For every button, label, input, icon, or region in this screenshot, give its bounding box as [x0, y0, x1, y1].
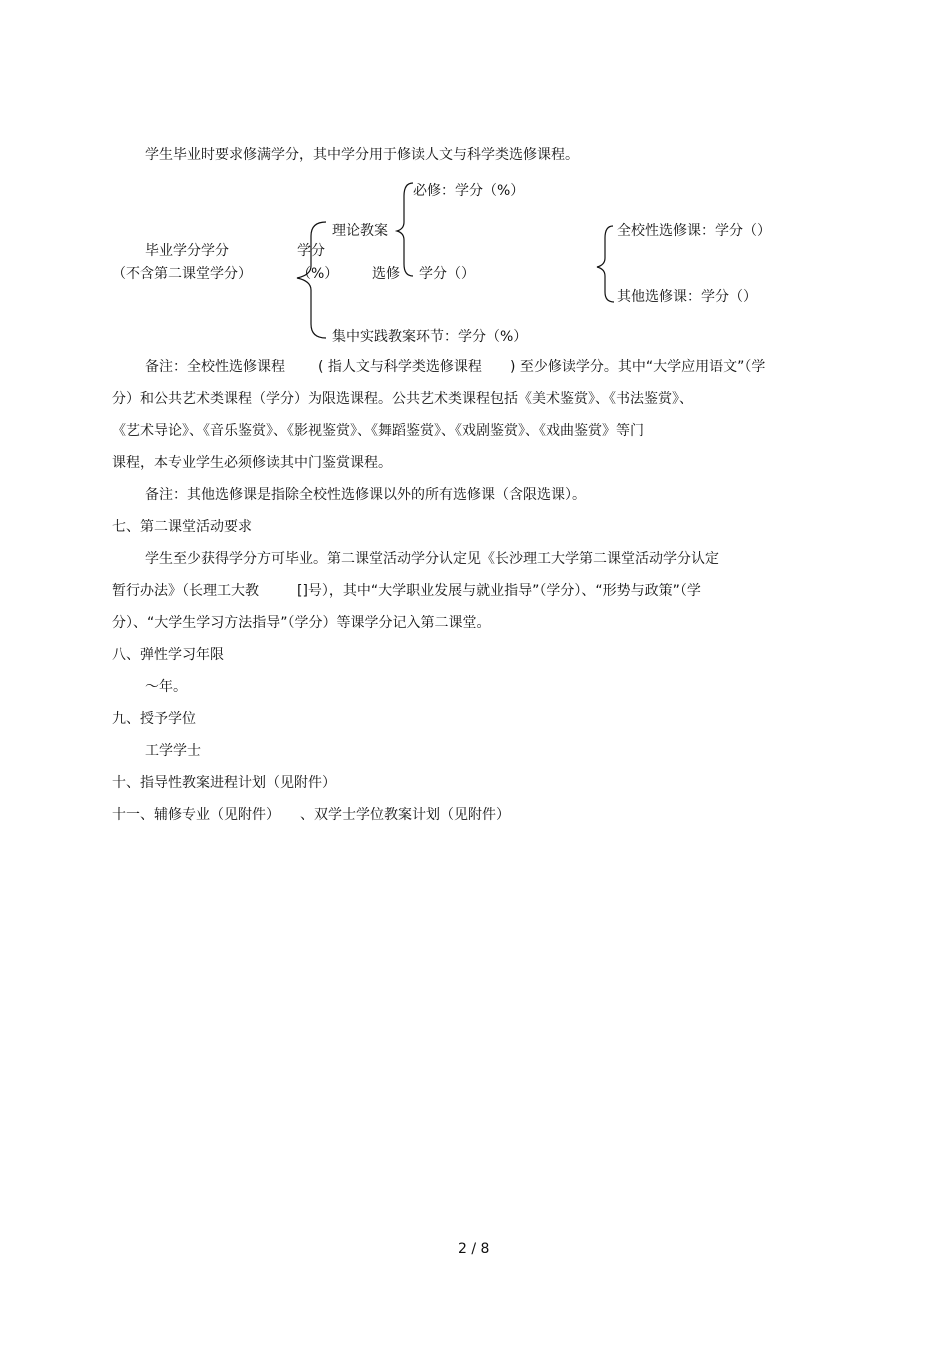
elective-brace	[597, 226, 614, 302]
intro-paragraph: 学生毕业时要求修满学分，其中学分用于修读人文与科学类选修课程。	[145, 147, 579, 163]
section7-line2-a: 暂行办法》（长理工大教	[112, 583, 259, 599]
tree-other-elective: 其他选修课：学分（）	[617, 289, 757, 305]
tree-root-line2: （不含第二课堂学分）	[112, 266, 252, 282]
tree-brace-lines	[0, 0, 950, 400]
main-brace	[297, 222, 326, 338]
note1-line1-b: ( 指人文与科学类选修课程	[318, 359, 482, 375]
tree-root-percent: （%）	[297, 266, 339, 282]
section11-heading-b: 、双学士学位教案计划（见附件）	[300, 807, 510, 823]
tree-root-credit: 学分	[297, 243, 325, 259]
page-number: 2 / 8	[458, 1241, 490, 1257]
section7-line2-b: []号），其中“大学职业发展与就业指导”（学分）、“形势与政策”（学	[297, 583, 701, 599]
section7-line3: 分）、“大学生学习方法指导”（学分）等课学分记入第二课堂。	[112, 615, 491, 631]
tree-root-line1: 毕业学分学分	[145, 243, 229, 259]
tree-school-elective: 全校性选修课：学分（）	[617, 223, 771, 239]
section7-line1: 学生至少获得学分方可毕业。第二课堂活动学分认定见《长沙理工大学第二课堂活动学分认定	[145, 551, 719, 567]
section8-heading: 八、弹性学习年限	[112, 647, 224, 663]
tree-required: 必修：学分（%）	[413, 183, 525, 199]
section8-body: ～年。	[145, 679, 187, 695]
theory-brace	[397, 183, 413, 276]
section9-heading: 九、授予学位	[112, 711, 196, 727]
section10-heading: 十、指导性教案进程计划（见附件）	[112, 775, 336, 791]
note2: 备注：其他选修课是指除全校性选修课以外的所有选修课（含限选课）。	[145, 487, 586, 503]
note1-line3: 《艺术导论》、《音乐鉴赏》、《影视鉴赏》、《舞蹈鉴赏》、《戏剧鉴赏》、《戏曲鉴赏》等门	[112, 423, 644, 439]
note1-line4: 课程，本专业学生必须修读其中门鉴赏课程。	[112, 455, 392, 471]
tree-theory: 理论教案	[332, 223, 388, 239]
note1-line1-a: 备注：全校性选修课程	[145, 359, 285, 375]
section7-heading: 七、第二课堂活动要求	[112, 519, 252, 535]
section11-heading-a: 十一、辅修专业（见附件）	[112, 807, 280, 823]
tree-elective: 选修	[372, 266, 400, 282]
tree-practice: 集中实践教案环节：学分（%）	[332, 329, 528, 345]
tree-elective-credit: 学分（）	[419, 266, 475, 282]
note1-line1-c: ) 至少修读学分。其中“大学应用语文”（学	[510, 359, 766, 375]
note1-line2: 分）和公共艺术类课程（学分）为限选课程。公共艺术类课程包括《美术鉴赏》、《书法鉴赏》、	[112, 391, 693, 407]
section9-body: 工学学士	[145, 743, 201, 759]
